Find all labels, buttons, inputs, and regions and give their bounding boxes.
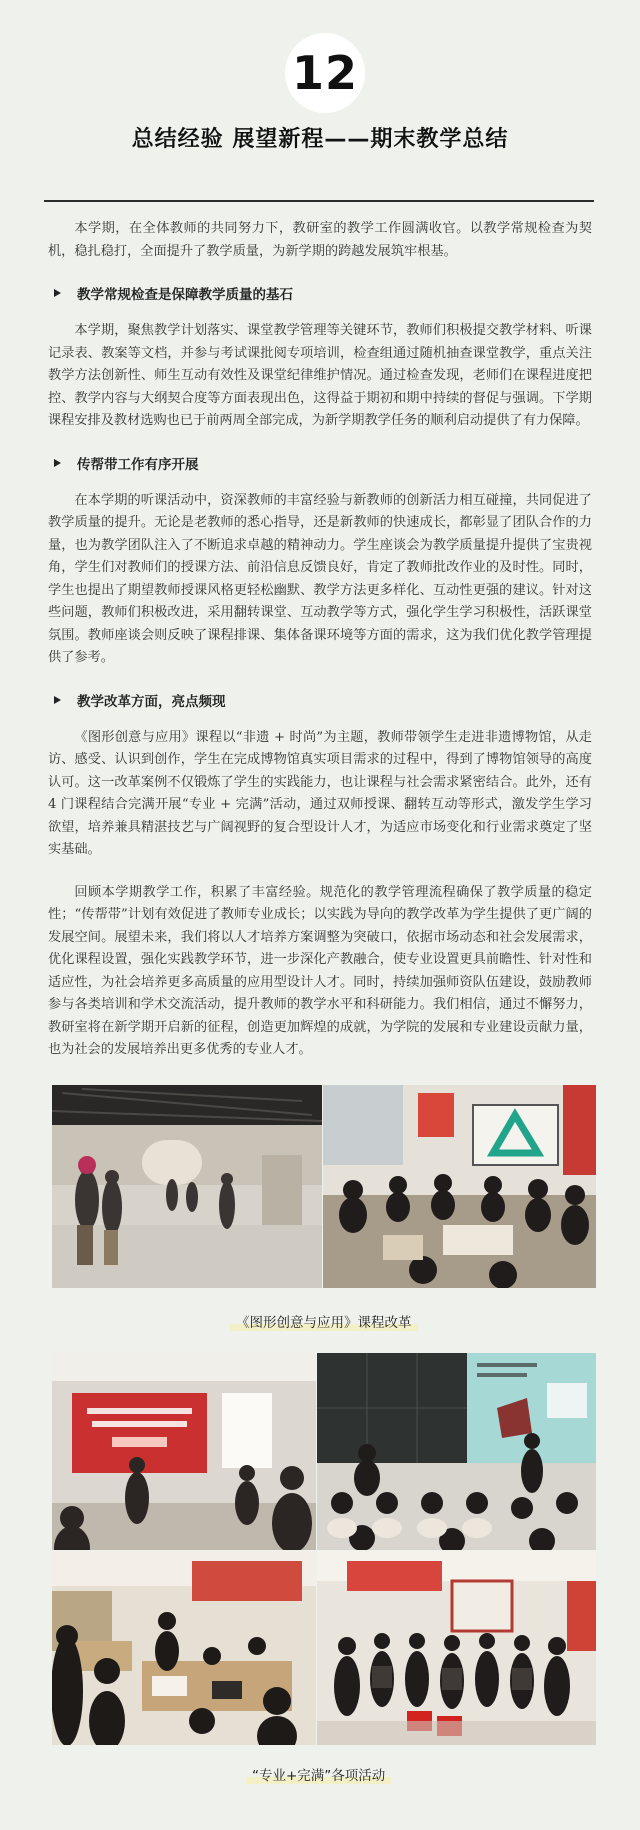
section-heading-reform xyxy=(48,690,592,710)
section-number: 12 xyxy=(291,46,358,100)
photo-lecture-presentation xyxy=(52,1353,316,1550)
photo-caption-activities: “专业+完满”各项活动 xyxy=(246,1764,391,1784)
photo-caption-course-reform: 《图形创意与应用》课程改革 xyxy=(230,1311,418,1331)
photo-student-presenting xyxy=(317,1353,596,1550)
section-paragraph-reform: 《图形创意与应用》课程以“非遗 + 时尚”为主题，教师带领学生走进非遗博物馆，从走访、感受、认识到创作，学生在完成博物馆真实项目需求的过程中，得到了博物馆领导的高度认可。这一改革案例不仅锻炼了学生的实践能力，也让课程与社会需求紧密结合。此外，还有 4 门课程结合完满开展“专业 + 完满”活动，通过双师授课、翻转互动等形式，激发学生学习欲望，培养兼具精湛技艺与广阔视野的复合型设计人才，为适应市场变化和行业需求奠定了坚实基础。 xyxy=(48,729,592,857)
title-divider xyxy=(44,200,594,202)
triangle-bullet-icon xyxy=(54,289,61,297)
section-heading-text: 教学改革方面，亮点频现 xyxy=(77,693,226,710)
photo-classroom-discussion xyxy=(323,1085,596,1288)
triangle-bullet-icon xyxy=(54,459,61,467)
section-heading-text: 教学常规检查是保障教学质量的基石 xyxy=(77,287,293,303)
photo-workshop-activity xyxy=(52,1551,316,1745)
page-title: 总结经验 展望新程——期末教学总结 xyxy=(131,127,509,152)
intro-paragraph: 本学期，在全体教师的共同努力下，教研室的教学工作圆满收官。以教学常规检查为契机，稳扎稳打，全面提升了教学质量，为新学期的跨越发展筑牢根基。 xyxy=(48,221,592,259)
section-paragraph-mentoring: 在本学期的听课活动中，资深教师的丰富经验与新教师的创新活力相互碰撞，共同促进了教学质量的提升。无论是老教师的悉心指导，还是新教师的快速成长，都彰显了团队合作的力量，也为教学团队注入了不断追求卓越的精神动力。学生座谈会为教学质量提升提供了宝贵视角，学生们对教师们的授课方法、前沿信息反馈良好，肯定了教师批改作业的及时性。同时，学生也提出了期望教师授课风格更轻松幽默、教学方法更多样化、互动性更强的建议。针对这些问题，教师们积极改进，采用翻转课堂、互动教学等方式，强化学生学习积极性，活跃课堂氛围。教师座谈会则反映了课程排课、集体备课环境等方面的需求，这为我们优化教学管理提供了参考。 xyxy=(48,492,592,665)
section-heading-text: 传帮带工作有序开展 xyxy=(77,456,199,473)
section-heading-routine-check xyxy=(48,283,592,303)
photo-museum-visit xyxy=(52,1085,322,1288)
triangle-bullet-icon xyxy=(54,696,61,704)
article-body xyxy=(48,218,592,1082)
section-paragraph-routine-check: 本学期，聚焦教学计划落实、课堂教学管理等关键环节，教师们积极提交教学材料、听课记录表、教案等文档，并参与考试课批阅专项培训，检查组通过随机抽查课堂教学，重点关注教学方法创新性、师生互动有效性及课堂纪律维护情况。通过检查发现，老师们在课程进度把控、教学内容与大纲契合度等方面表现出色，这得益于期初和期中持续的督促与强调。下学期课程安排及教材选购也已于前两周全部完成，为新学期教学任务的顺利启动提供了有力保障。 xyxy=(48,323,592,428)
section-heading-mentoring xyxy=(48,453,592,473)
closing-paragraph: 回顾本学期教学工作，积累了丰富经验。规范化的教学管理流程确保了教学质量的稳定性；“传帮带”计划有效促进了教师专业成长；以实践为导向的教学改革为学生提供了更广阔的发展空间。展望未来，我们将以人才培养方案调整为突破口，依据市场动态和社会发展需求，优化课程设置，强化实践教学环节，进一步深化产教融合，使专业设置更具前瞻性、针对性和适应性，为社会培养更多高质量的应用型设计人才。同时，持续加强师资队伍建设，鼓励教师参与各类培训和学术交流活动，提升教师的教学水平和科研能力。我们相信，通过不懈努力，教研室将在新学期开启新的征程，创造更加辉煌的成就，为学院的发展和专业建设贡献力量，也为社会的发展培养出更多优秀的专业人才。 xyxy=(48,884,592,1057)
section-number-badge xyxy=(285,33,365,113)
photo-group-picture xyxy=(317,1551,596,1745)
